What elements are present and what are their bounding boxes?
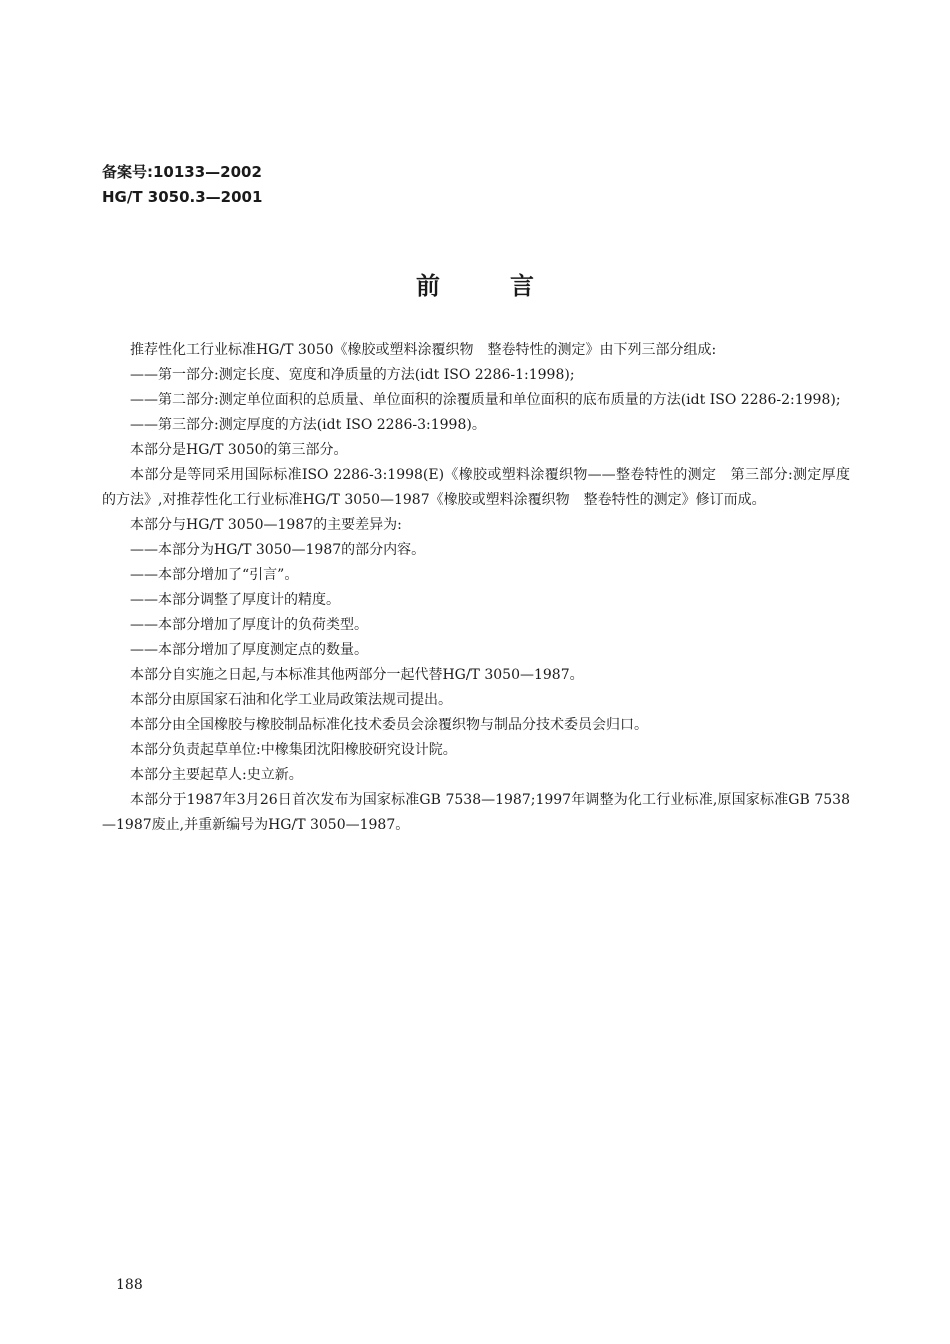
paragraph: ——第三部分:测定厚度的方法(idt ISO 2286-3:1998)。 [130, 417, 486, 433]
page-number: 188 [116, 1277, 143, 1293]
paragraph: 本部分负责起草单位:中橡集团沈阳橡胶研究设计院。 [130, 742, 457, 758]
paragraph: 本部分是等同采用国际标准ISO 2286-3:1998(E)《橡胶或塑料涂覆织物——整卷特性的测定 第三部分:测定厚度的方法》,对推荐性化工行业标准HG/T 3050—1987《橡胶或塑料涂覆织物 整卷特性的测定》修订而成。 [102, 467, 850, 508]
paragraph: 本部分是HG/T 3050的第三部分。 [130, 442, 348, 458]
paragraph: ——本部分调整了厚度计的精度。 [130, 592, 340, 608]
paragraph: ——本部分增加了厚度测定点的数量。 [130, 642, 368, 658]
paragraph: ——本部分增加了厚度计的负荷类型。 [130, 617, 368, 633]
paragraph: 本部分自实施之日起,与本标准其他两部分一起代替HG/T 3050—1987。 [130, 667, 584, 683]
paragraph: ——本部分增加了“引言”。 [130, 567, 299, 583]
paragraph: 本部分主要起草人:史立新。 [130, 767, 303, 783]
paragraph: 本部分于1987年3月26日首次发布为国家标准GB 7538—1987;1997年调整为化工行业标准,原国家标准GB 7538—1987废止,并重新编号为HG/T 3050—1987。 [102, 792, 850, 833]
paragraph: 本部分由全国橡胶与橡胶制品标准化技术委员会涂覆织物与制品分技术委员会归口。 [130, 717, 648, 733]
page-title: 前言 [416, 272, 604, 300]
paragraph: ——本部分为HG/T 3050—1987的部分内容。 [130, 542, 426, 558]
paragraph: 本部分与HG/T 3050—1987的主要差异为: [130, 517, 402, 533]
foreword-body [102, 338, 850, 838]
paragraph: ——第一部分:测定长度、宽度和净质量的方法(idt ISO 2286-1:1998); [130, 367, 575, 383]
record-number: 备案号:10133—2002 [102, 163, 262, 181]
paragraph: 推荐性化工行业标准HG/T 3050《橡胶或塑料涂覆织物 整卷特性的测定》由下列三部分组成: [130, 342, 717, 358]
paragraph: 本部分由原国家石油和化学工业局政策法规司提出。 [130, 692, 452, 708]
paragraph: ——第二部分:测定单位面积的总质量、单位面积的涂覆质量和单位面积的底布质量的方法(idt ISO 2286-2:1998); [130, 392, 841, 408]
document-header [102, 160, 262, 210]
standard-number: HG/T 3050.3—2001 [102, 188, 263, 206]
